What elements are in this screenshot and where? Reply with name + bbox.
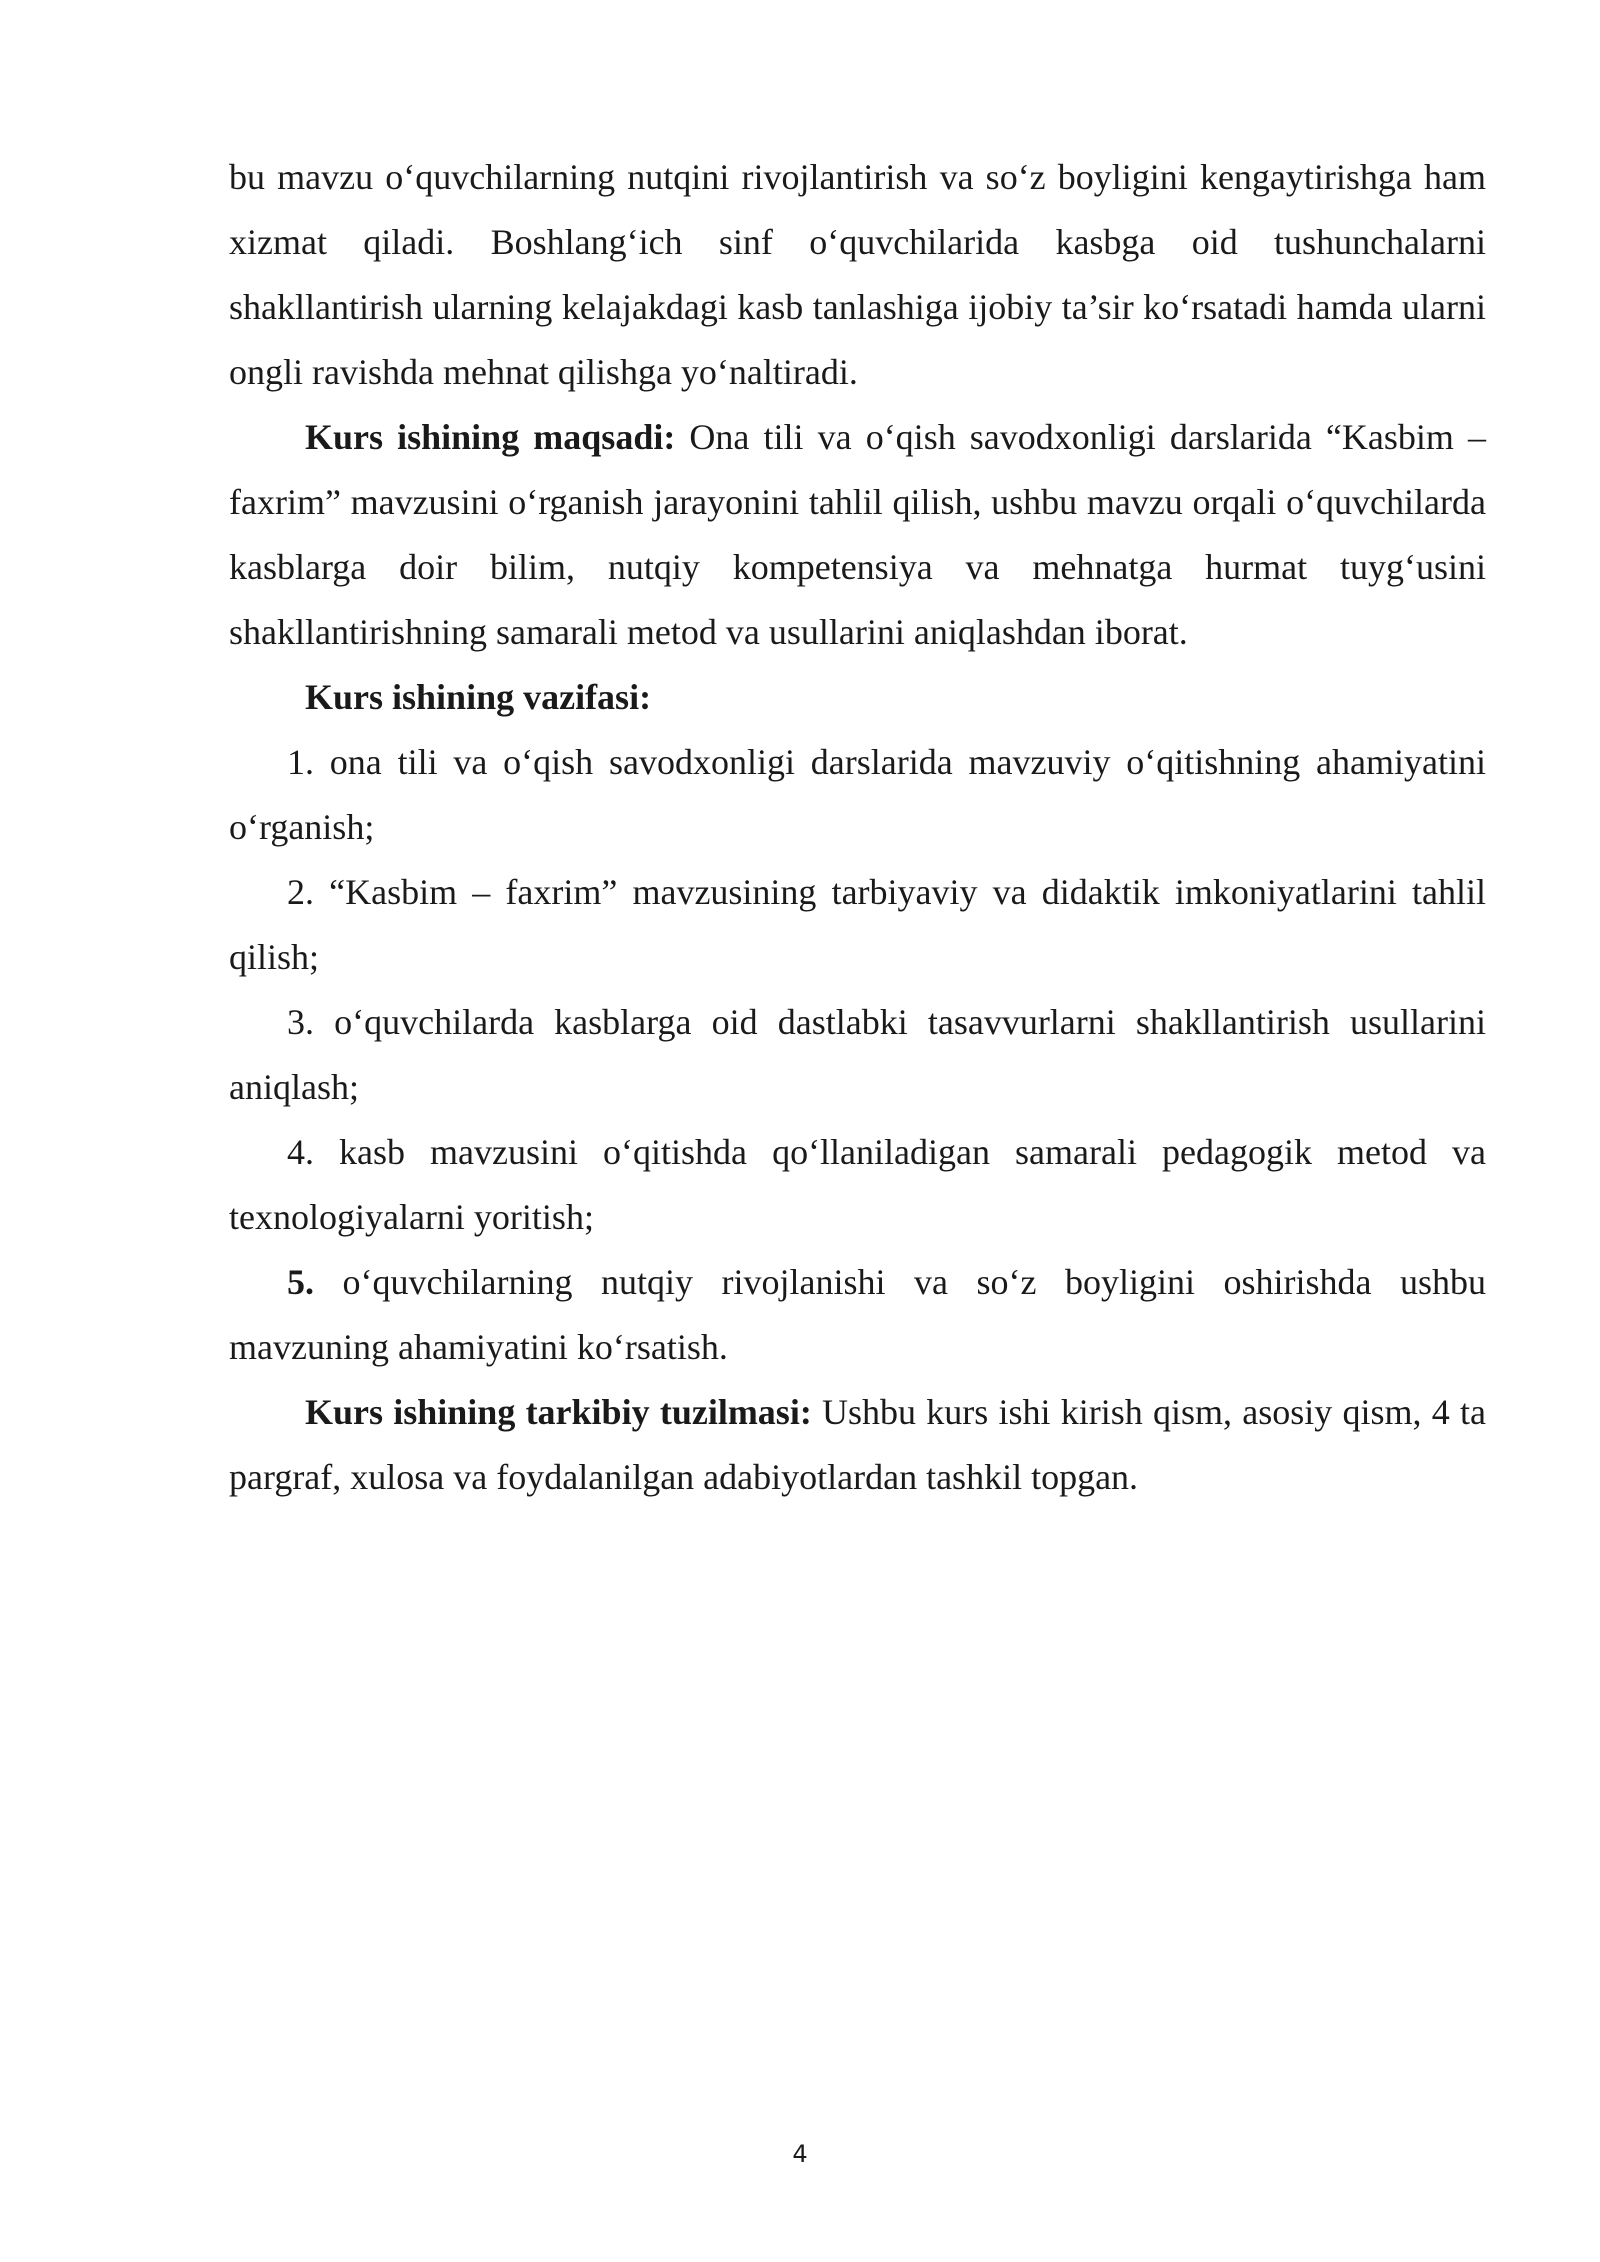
task-text: “Kasbim – faxrim” mavzusining tarbiyaviy va didaktik imkoniyatlarini tahlil qilish; [229,872,1486,977]
tasks-label: Kurs ishining vazifasi: [305,677,652,717]
task-text: kasb mavzusini o‘qitishda qo‘llaniladigan samarali pedagogik metod va texnologiyalarni yoritish; [229,1132,1486,1237]
intro-paragraph: bu mavzu o‘quvchilarning nutqini rivojlantirish va so‘z boyligini kengaytirishga ham xizmat qiladi. Boshlang‘ich sinf o‘quvchilarida kasbga oid tushunchalarni shakllantirish ularning kelajakdagi kasb tanlashiga ijobiy ta’sir ko‘rsatadi hamda ularni ongli ravishda mehnat qilishga yo‘naltiradi. [229,157,1486,392]
goal-label: Kurs ishining maqsadi: [305,417,676,457]
task-number: 5. [287,1262,314,1302]
page-body [229,145,1486,1510]
task-text: o‘quvchilarning nutqiy rivojlanishi va so‘z boyligini oshirishda ushbu mavzuning ahamiyatini ko‘rsatish. [229,1262,1486,1367]
task-number: 1. [287,742,314,782]
structure-text: Ushbu kurs ishi kirish qism, asosiy qism, 4 ta pargraf, xulosa va foydalanilgan adabiyotlardan tashkil topgan. [229,1392,1486,1497]
goal-paragraph [229,405,1486,665]
task-number: 2. [287,872,314,912]
goal-text: Ona tili va o‘qish savodxonligi darslarida “Kasbim – faxrim” mavzusini o‘rganish jarayonini tahlil qilish, ushbu mavzu orqali o‘quvchilarda kasblarga doir bilim, nutqiy kompetensiya va mehnatga hurmat tuyg‘usini shakllantirishning samarali metod va usullarini aniqlashdan iborat. [229,417,1486,652]
task-number: 3. [287,1002,314,1042]
task-text: o‘quvchilarda kasblarga oid dastlabki tasavvurlarni shakllantirish usullarini aniqlash; [229,1002,1486,1107]
page-number: 4 [792,2140,808,2168]
task-number: 4. [287,1132,314,1172]
tasks-heading [229,665,1486,730]
task-item-1 [229,730,1486,860]
task-item-5 [229,1250,1486,1380]
structure-label: Kurs ishining tarkibiy tuzilmasi: [305,1392,812,1432]
task-item-3 [229,990,1486,1120]
task-item-2 [229,860,1486,990]
task-item-4 [229,1120,1486,1250]
structure-paragraph [229,1380,1486,1510]
task-text: ona tili va o‘qish savodxonligi darslarida mavzuviy o‘qitishning ahamiyatini o‘rganish; [229,742,1486,847]
